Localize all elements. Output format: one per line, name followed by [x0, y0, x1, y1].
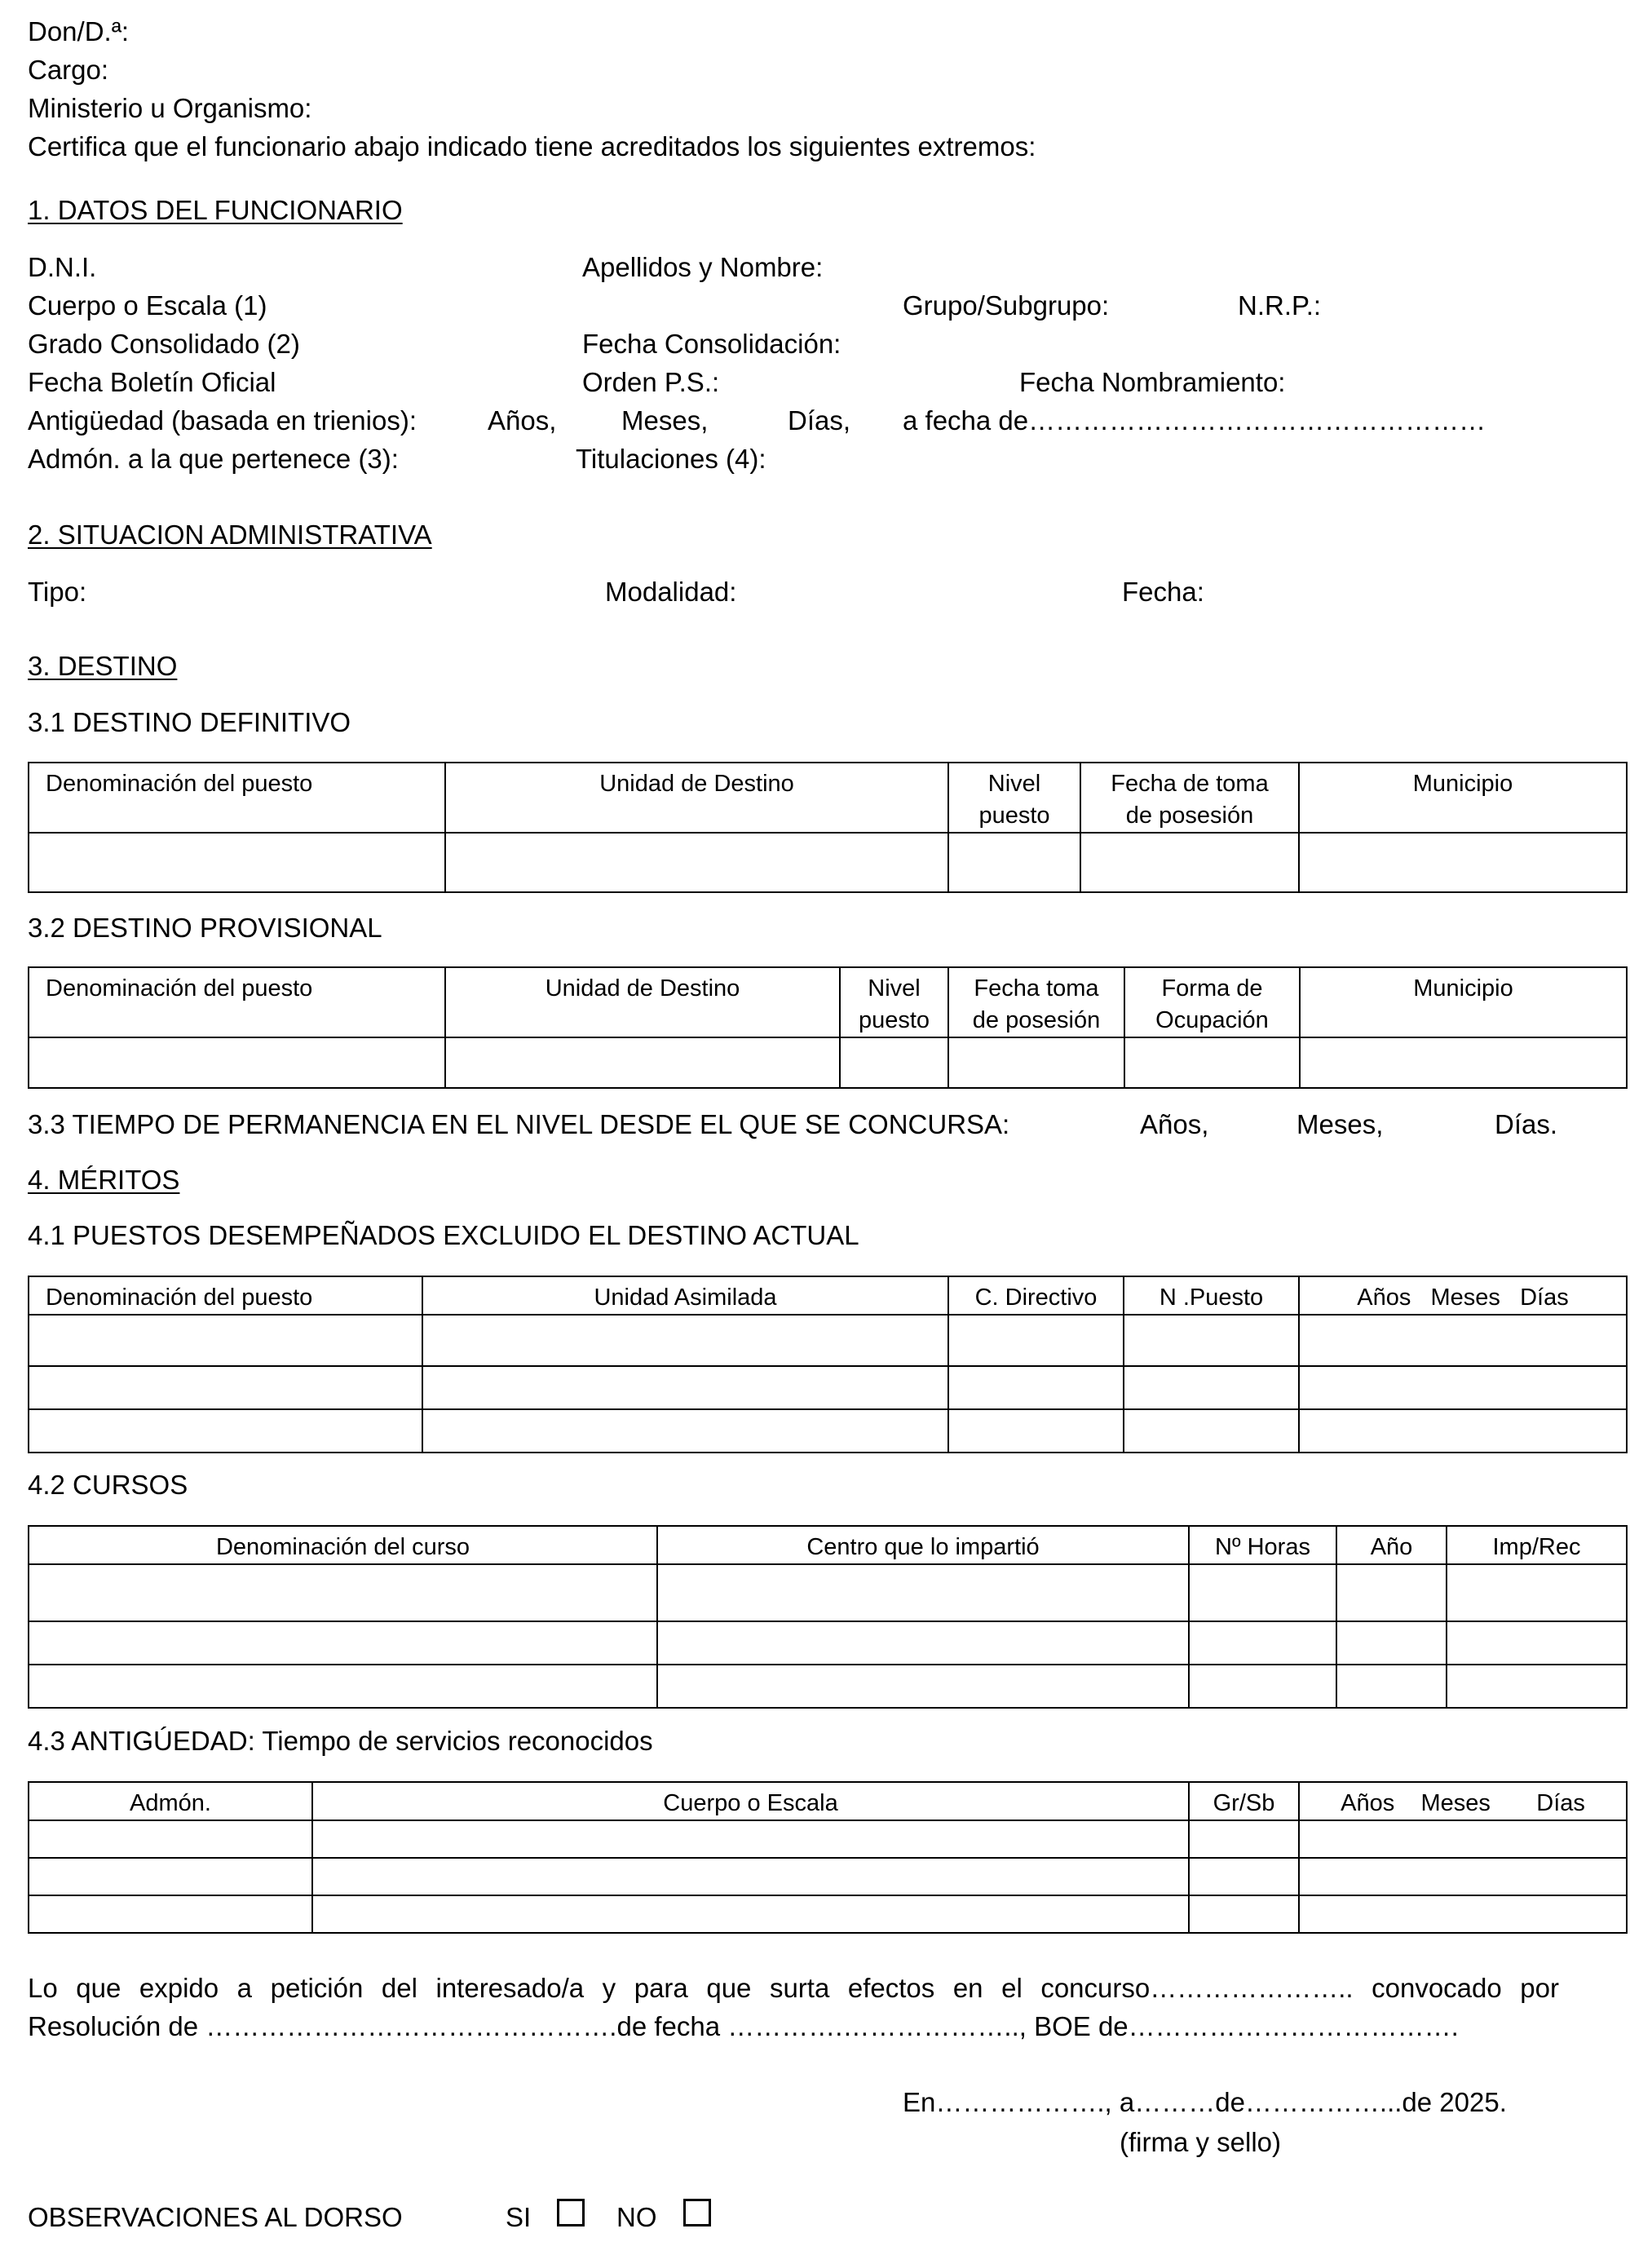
col-forma-ocupacion: Forma de Ocupación [1124, 967, 1300, 1037]
admon-label: Admón. a la que pertenece (3): [28, 444, 399, 474]
dni-label: D.N.I. [28, 252, 97, 282]
col-grsb: Gr/Sb [1189, 1782, 1299, 1820]
destino-definitivo-table [28, 762, 1628, 893]
no-checkbox[interactable] [683, 2199, 711, 2226]
no-label: NO [616, 2202, 657, 2232]
section-3-title: 3. DESTINO [28, 651, 178, 681]
table-row[interactable] [29, 1665, 1627, 1708]
antiguedad-table [28, 1781, 1628, 1934]
table-row[interactable] [29, 1315, 1627, 1366]
fecha-boletin-label: Fecha Boletín Oficial [28, 367, 276, 397]
col-nivel: Nivel puesto [948, 763, 1080, 833]
table-row[interactable] [29, 1366, 1627, 1409]
permanencia-meses: Meses, [1296, 1109, 1384, 1139]
col-municipio: Municipio [1299, 763, 1627, 833]
section-2-title: 2. SITUACION ADMINISTRATIVA [28, 520, 432, 550]
table-row[interactable] [29, 833, 1627, 892]
col-denominacion: Denominación del puesto [29, 967, 445, 1037]
permanencia-anos: Años, [1140, 1109, 1209, 1139]
col-denominacion: Denominación del puesto [29, 1276, 422, 1315]
a-fecha-de: a fecha de…………………………………………… [903, 405, 1486, 436]
grupo-label: Grupo/Subgrupo: [903, 290, 1110, 321]
table-row[interactable] [29, 1895, 1627, 1933]
antiguedad-anos: Años, [488, 405, 557, 436]
fecha-label: Fecha: [1122, 577, 1204, 607]
expido-line-1: Lo que expido a petición del interesado/a y para que surta efectos en el concurso………………….. convocado por [28, 1973, 1559, 2003]
section-4-title: 4. MÉRITOS [28, 1165, 180, 1195]
grado-label: Grado Consolidado (2) [28, 329, 300, 359]
col-unidad-asimilada: Unidad Asimilada [422, 1276, 948, 1315]
col-municipio: Municipio [1300, 967, 1627, 1037]
col-curso: Denominación del curso [29, 1526, 657, 1564]
apellidos-label: Apellidos y Nombre: [582, 252, 824, 282]
antiguedad-meses: Meses, [621, 405, 709, 436]
si-checkbox[interactable] [557, 2199, 585, 2226]
observaciones-label: OBSERVACIONES AL DORSO [28, 2202, 403, 2232]
ministerio-label: Ministerio u Organismo: [28, 93, 312, 123]
table-row[interactable] [29, 1621, 1627, 1665]
antiguedad-dias: Días, [788, 405, 851, 436]
fecha-consolidacion-label: Fecha Consolidación: [582, 329, 841, 359]
col-ano: Año [1336, 1526, 1447, 1564]
table-row[interactable] [29, 1858, 1627, 1895]
col-admon: Admón. [29, 1782, 312, 1820]
certifica-text: Certifica que el funcionario abajo indicado tiene acreditados los siguientes extremos: [28, 131, 1036, 161]
table-row[interactable] [29, 1564, 1627, 1621]
fecha-nombramiento-label: Fecha Nombramiento: [1019, 367, 1286, 397]
col-nivel: Nivel puesto [840, 967, 948, 1037]
col-fecha-toma: Fecha toma de posesión [948, 967, 1124, 1037]
tipo-label: Tipo: [28, 577, 87, 607]
puestos-table [28, 1276, 1628, 1453]
col-denominacion: Denominación del puesto [29, 763, 445, 833]
col-directivo: C. Directivo [948, 1276, 1124, 1315]
don-label: Don/D.ª: [28, 16, 130, 46]
col-imp-rec: Imp/Rec [1447, 1526, 1627, 1564]
antiguedad-label: Antigüedad (basada en trienios): [28, 405, 417, 436]
permanencia-dias: Días. [1495, 1109, 1558, 1139]
cuerpo-label: Cuerpo o Escala (1) [28, 290, 267, 321]
table-row[interactable] [29, 1409, 1627, 1453]
antiguedad-servicios-title: 4.3 ANTIGÚEDAD: Tiempo de servicios reconocidos [28, 1726, 653, 1756]
cargo-label: Cargo: [28, 55, 109, 85]
nrp-label: N.R.P.: [1238, 290, 1322, 321]
table-row[interactable] [29, 1820, 1627, 1858]
modalidad-label: Modalidad: [605, 577, 737, 607]
col-unidad: Unidad de Destino [445, 763, 948, 833]
col-horas: Nº Horas [1189, 1526, 1336, 1564]
table-row[interactable] [29, 1037, 1627, 1088]
destino-provisional-table [28, 966, 1628, 1089]
expido-line-2: Resolución de ……………………………………….de fecha ………….……………….., BOE de………………………………. [28, 2011, 1459, 2041]
col-tiempo: Años Meses Días [1299, 1782, 1627, 1820]
firma-sello: (firma y sello) [1120, 2127, 1282, 2157]
permanencia-text: 3.3 TIEMPO DE PERMANENCIA EN EL NIVEL DESDE EL QUE SE CONCURSA: [28, 1109, 1010, 1139]
cursos-table [28, 1525, 1628, 1709]
col-tiempo: Años Meses Días [1299, 1276, 1627, 1315]
col-fecha-toma: Fecha de toma de posesión [1080, 763, 1299, 833]
titulaciones-label: Titulaciones (4): [576, 444, 766, 474]
section-1-title: 1. DATOS DEL FUNCIONARIO [28, 195, 403, 225]
destino-definitivo-title: 3.1 DESTINO DEFINITIVO [28, 707, 351, 737]
col-npuesto: N .Puesto [1124, 1276, 1299, 1315]
col-centro: Centro que lo impartió [657, 1526, 1189, 1564]
destino-provisional-title: 3.2 DESTINO PROVISIONAL [28, 913, 382, 943]
col-unidad: Unidad de Destino [445, 967, 840, 1037]
cursos-title: 4.2 CURSOS [28, 1470, 188, 1500]
orden-label: Orden P.S.: [582, 367, 720, 397]
col-cuerpo: Cuerpo o Escala [312, 1782, 1189, 1820]
puestos-desempenados-title: 4.1 PUESTOS DESEMPEÑADOS EXCLUIDO EL DESTINO ACTUAL [28, 1220, 859, 1250]
si-label: SI [506, 2202, 532, 2232]
place-date: En………………., a………de……………...de 2025. [903, 2087, 1507, 2117]
